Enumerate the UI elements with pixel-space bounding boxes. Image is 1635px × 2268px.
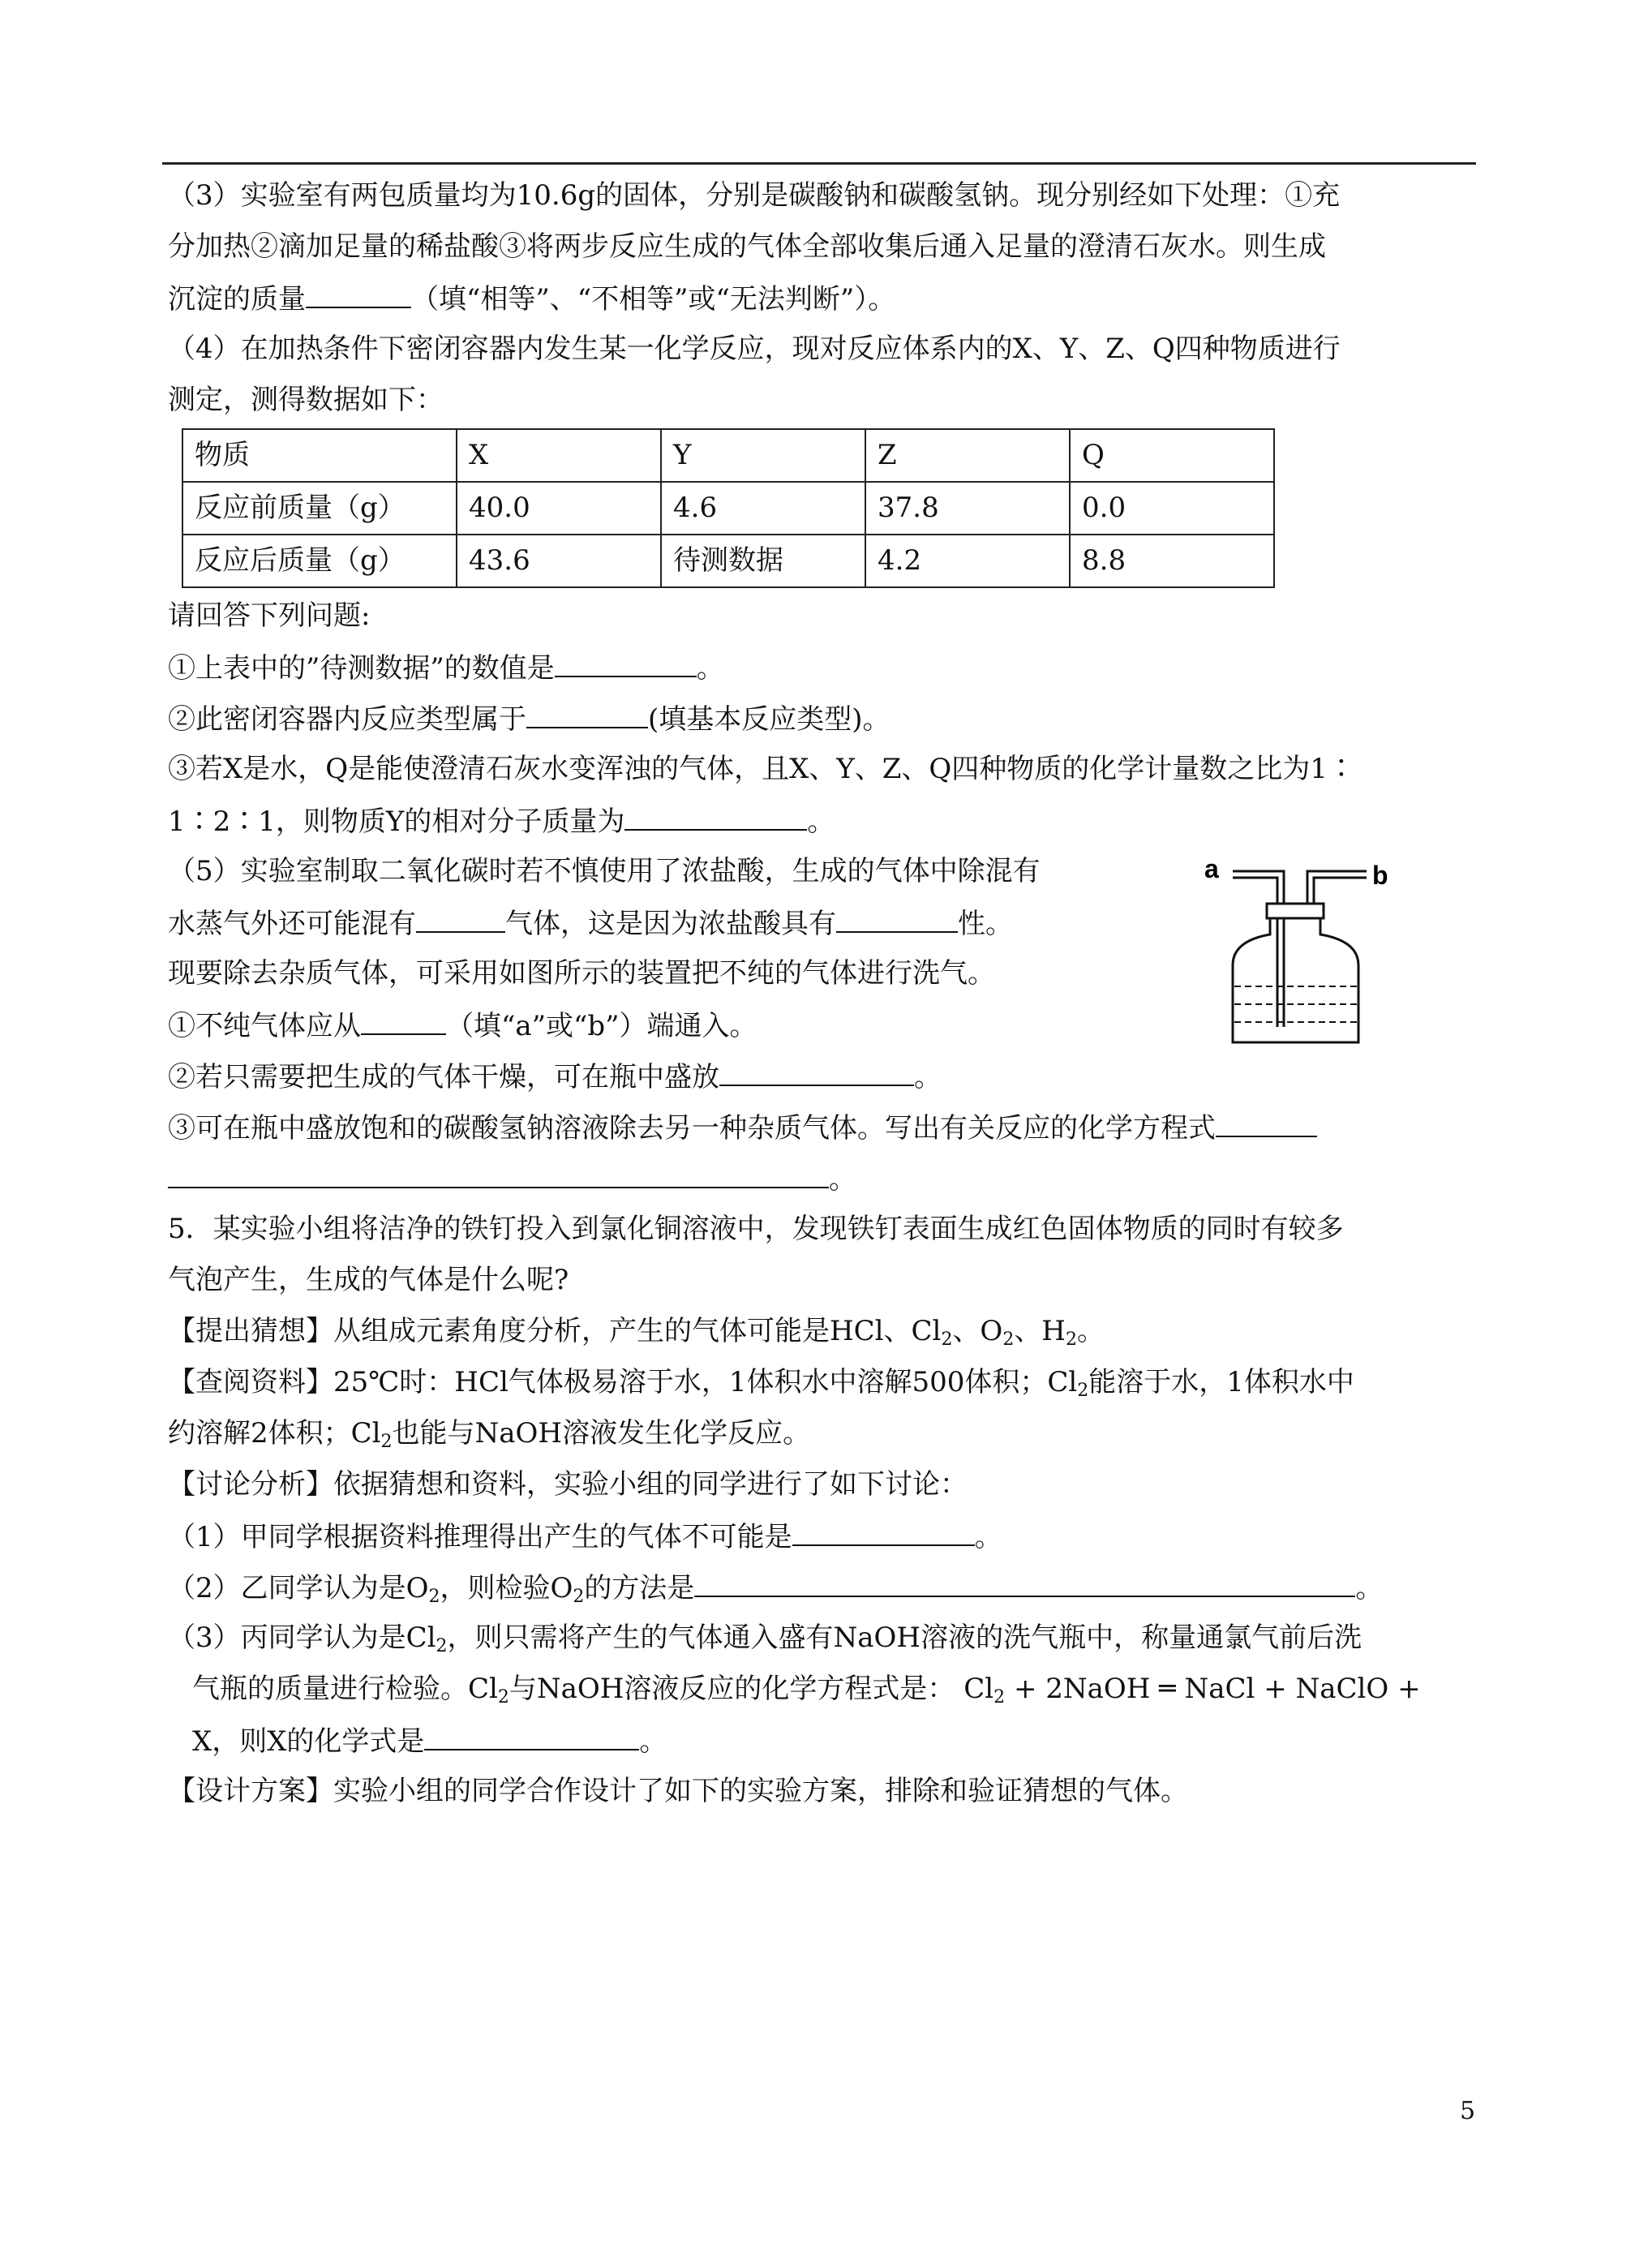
q5-line-3: 现要除去杂质气体，可采用如图所示的装置把不纯的气体进行洗气。 bbox=[168, 957, 995, 990]
q5-sub-3 bbox=[168, 1102, 1474, 1153]
q4-sub3-end: 。 bbox=[807, 805, 835, 838]
page-number: 5 bbox=[1460, 2097, 1476, 2125]
table-cell: 反应前质量（g） bbox=[182, 482, 457, 535]
q4-sub-2 bbox=[168, 693, 1474, 744]
q5-sub2-text: ②若只需要把生成的气体干燥，可在瓶中盛放 bbox=[168, 1061, 719, 1093]
q5-sub3-end: 。 bbox=[829, 1163, 856, 1196]
d3-text: 气瓶的质量进行检验。Cl bbox=[192, 1673, 498, 1705]
table-header-row bbox=[182, 429, 1274, 482]
table-row bbox=[182, 482, 1274, 535]
q3-text-end: （填“相等”、“不相等”或“无法判断”）。 bbox=[411, 283, 896, 316]
table-row bbox=[182, 535, 1274, 587]
q5-line2-end: 性。 bbox=[958, 908, 1013, 940]
info-label: 【查阅资料】 bbox=[168, 1366, 333, 1398]
q4-line-1: （4）在加热条件下密闭容器内发生某一化学反应，现对反应体系内的X、Y、Z、Q四种物质进行 bbox=[168, 333, 1341, 365]
guess-text: 、O bbox=[952, 1315, 1003, 1347]
table-cell: 37.8 bbox=[865, 482, 1070, 535]
table-cell: 反应后质量（g） bbox=[182, 535, 457, 587]
q4-prompt: 请回答下列问题: bbox=[168, 599, 371, 632]
table-cell: 43.6 bbox=[457, 535, 661, 587]
info-text: 25℃时：HCl气体极易溶于水，1体积水中溶解500体积；Cl bbox=[333, 1366, 1078, 1398]
q4-sub2-blank[interactable] bbox=[526, 693, 648, 728]
info-text: 也能与NaOH溶液发生化学反应。 bbox=[392, 1417, 811, 1450]
q3-text: 沉淀的质量 bbox=[168, 283, 306, 316]
d2-end: 。 bbox=[1355, 1572, 1384, 1604]
q5-sub1-end: （填“a”或“b”）端通入。 bbox=[446, 1010, 757, 1042]
gas-washing-bottle-diagram bbox=[1200, 844, 1419, 1055]
q4-sub-3-line-2 bbox=[168, 795, 1474, 846]
d3-blank[interactable] bbox=[424, 1715, 639, 1750]
p5-d3-line-3 bbox=[168, 1715, 1474, 1766]
d2-text: ，则检验O bbox=[440, 1572, 573, 1604]
q5-sub3-text: ③可在瓶中盛放饱和的碳酸氢钠溶液除去另一种杂质气体。写出有关反应的化学方程式 bbox=[168, 1112, 1216, 1145]
table-cell: 8.8 bbox=[1070, 535, 1274, 587]
design-text: 实验小组的同学合作设计了如下的实验方案，排除和验证猜想的气体。 bbox=[333, 1775, 1188, 1807]
q3-answer-blank[interactable] bbox=[306, 273, 411, 308]
p5-line-1: 5．某实验小组将洁净的铁钉投入到氯化铜溶液中，发现铁钉表面生成红色固体物质的同时有较多 bbox=[168, 1213, 1344, 1245]
discuss-label: 【讨论分析】 bbox=[168, 1468, 333, 1501]
guess-text: 。 bbox=[1076, 1315, 1105, 1347]
q5-sub1-blank[interactable] bbox=[361, 999, 446, 1035]
guess-label: 【提出猜想】 bbox=[168, 1315, 333, 1347]
outlet-tube-inner bbox=[1314, 878, 1367, 905]
q3-line-3 bbox=[168, 273, 1474, 324]
q5-sub-2 bbox=[168, 1050, 1474, 1102]
q5-sub1-text: ①不纯气体应从 bbox=[168, 1010, 361, 1042]
table-cell: 4.6 bbox=[661, 482, 865, 535]
table-header-cell: Q bbox=[1070, 429, 1274, 482]
q5-sub-3-line-2 bbox=[168, 1153, 1474, 1204]
d2-blank[interactable] bbox=[694, 1561, 1355, 1597]
q3-line-2: 分加热②滴加足量的稀盐酸③将两步反应生成的气体全部收集后通入足量的澄清石灰水。则生成 bbox=[168, 230, 1326, 263]
d3-text: X，则X的化学式是 bbox=[192, 1725, 425, 1758]
d1-blank[interactable] bbox=[792, 1510, 975, 1546]
subscript: 2 bbox=[436, 1636, 448, 1656]
stopper bbox=[1267, 904, 1324, 918]
table-header-cell: Z bbox=[865, 429, 1070, 482]
d2-text: 的方法是 bbox=[584, 1572, 695, 1604]
d1-end: 。 bbox=[974, 1521, 1002, 1553]
q5-property-blank[interactable] bbox=[836, 897, 958, 933]
p5-d3 bbox=[168, 1613, 1474, 1664]
p5-d1 bbox=[168, 1510, 1474, 1561]
q4-sub2-text: ②此密闭容器内反应类型属于 bbox=[168, 703, 526, 736]
q4-sub3-blank[interactable] bbox=[624, 795, 807, 831]
p5-discuss bbox=[168, 1459, 1474, 1510]
d3-text: （3）丙同学认为是Cl bbox=[168, 1622, 436, 1654]
d3-text: 与NaOH溶液反应的化学方程式是： Cl bbox=[509, 1673, 994, 1705]
q4-line-2: 测定，测得数据如下： bbox=[168, 384, 444, 416]
d1-text: （1）甲同学根据资料推理得出产生的气体不可能是 bbox=[168, 1521, 792, 1553]
subscript: 2 bbox=[941, 1329, 953, 1350]
table-header-cell: Y bbox=[661, 429, 865, 482]
guess-text: 、H bbox=[1014, 1315, 1066, 1347]
table-header-cell: X bbox=[457, 429, 661, 482]
q4-sub-3-line-1: ③若X是水，Q是能使澄清石灰水变浑浊的气体，且X、Y、Z、Q四种物质的化学计量数之比为1∶ bbox=[168, 753, 1355, 785]
info-text: 能溶于水，1体积水中 bbox=[1088, 1366, 1354, 1398]
guess-text: 从组成元素角度分析，产生的气体可能是HCl、Cl bbox=[333, 1315, 942, 1347]
d3-end: 。 bbox=[639, 1725, 667, 1758]
subscript: 2 bbox=[380, 1432, 393, 1452]
discuss-text: 依据猜想和资料，实验小组的同学进行了如下讨论： bbox=[333, 1468, 968, 1501]
p5-d2 bbox=[168, 1561, 1474, 1613]
p5-d3-line-2 bbox=[168, 1664, 1474, 1715]
table-cell: 0.0 bbox=[1070, 482, 1274, 535]
bottle-body bbox=[1233, 918, 1358, 1042]
table-cell: 40.0 bbox=[457, 482, 661, 535]
d3-text: ，则只需将产生的气体通入盛有NaOH溶液的洗气瓶中，称量通氯气前后洗 bbox=[447, 1622, 1362, 1654]
q5-gas-blank[interactable] bbox=[416, 897, 505, 933]
q5-line-1: （5）实验室制取二氧化碳时若不慎使用了浓盐酸，生成的气体中除混有 bbox=[168, 855, 1041, 887]
q4-sub2-end: (填基本反应类型)。 bbox=[648, 703, 890, 736]
d2-text: （2）乙同学认为是O bbox=[168, 1572, 429, 1604]
subscript: 2 bbox=[1065, 1329, 1077, 1350]
subscript: 2 bbox=[428, 1587, 440, 1607]
outlet-tube bbox=[1307, 871, 1367, 905]
q3-line-1: （3）实验室有两包质量均为10.6g的固体，分别是碳酸钠和碳酸氢钠。现分别经如下处理：①充 bbox=[168, 179, 1341, 212]
q5-sub3-blank-1[interactable] bbox=[1216, 1102, 1317, 1137]
q5-sub3-blank-2[interactable] bbox=[168, 1153, 829, 1188]
p5-info-line-2 bbox=[168, 1408, 1474, 1459]
q4-sub1-text: ①上表中的”待测数据”的数值是 bbox=[168, 652, 555, 685]
p5-guess bbox=[168, 1306, 1474, 1357]
subscript: 2 bbox=[1002, 1329, 1015, 1350]
q5-line2-mid: 气体，这是因为浓盐酸具有 bbox=[505, 908, 836, 940]
subscript: 2 bbox=[1077, 1381, 1089, 1401]
table-cell: 待测数据 bbox=[661, 535, 865, 587]
label-a: a bbox=[1204, 854, 1219, 883]
measurement-table bbox=[182, 428, 1275, 588]
subscript: 2 bbox=[497, 1687, 509, 1707]
q5-sub2-blank[interactable] bbox=[719, 1050, 914, 1086]
q5-sub2-end: 。 bbox=[914, 1061, 942, 1093]
q4-sub1-end: 。 bbox=[696, 652, 724, 685]
table-header-cell: 物质 bbox=[182, 429, 457, 482]
subscript: 2 bbox=[573, 1587, 585, 1607]
table-cell: 4.2 bbox=[865, 535, 1070, 587]
p5-design bbox=[168, 1766, 1474, 1817]
d3-text: + 2NaOH ═ NaCl + NaClO + bbox=[1005, 1673, 1421, 1705]
p5-info-line-1 bbox=[168, 1357, 1474, 1408]
label-b: b bbox=[1372, 861, 1388, 890]
q5-line2-text: 水蒸气外还可能混有 bbox=[168, 908, 416, 940]
header-rule bbox=[162, 162, 1476, 165]
p5-line-2: 气泡产生，生成的气体是什么呢? bbox=[168, 1264, 569, 1296]
q4-sub1-blank[interactable] bbox=[555, 642, 697, 677]
subscript: 2 bbox=[993, 1687, 1006, 1707]
q4-sub-1 bbox=[168, 642, 1474, 693]
info-text: 约溶解2体积；Cl bbox=[168, 1417, 381, 1450]
design-label: 【设计方案】 bbox=[168, 1775, 333, 1807]
q4-sub3-text: 1∶2∶1，则物质Y的相对分子质量为 bbox=[168, 805, 625, 838]
